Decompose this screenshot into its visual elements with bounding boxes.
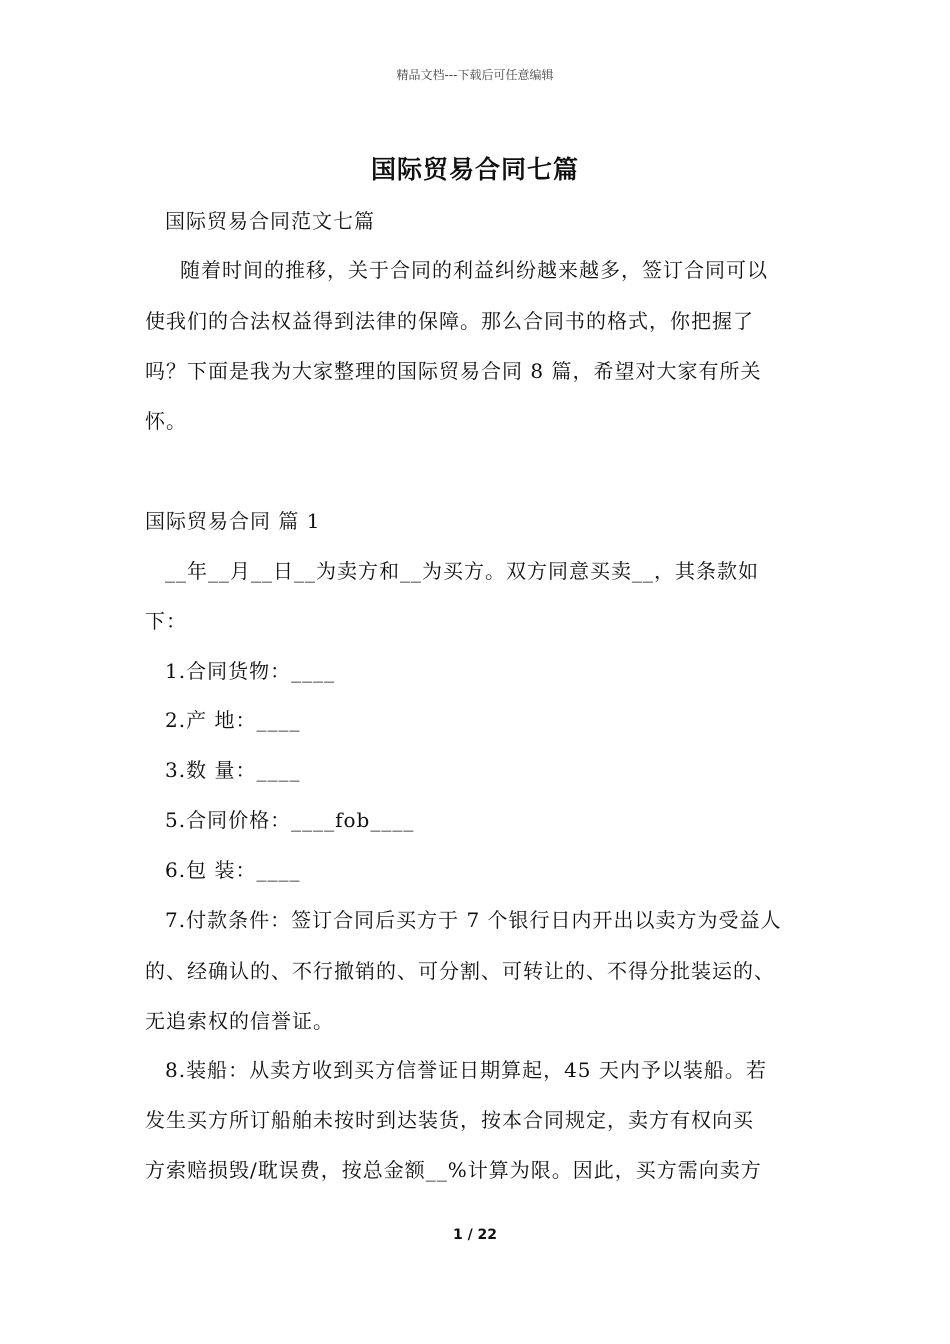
clause-line: 6.包 装：____ bbox=[165, 858, 301, 882]
document-header-watermark: 精品文档---下载后可任意编辑 bbox=[396, 68, 554, 82]
clause-line: 8.装船：从卖方收到买方信誉证日期算起，45 天内予以装船。若 bbox=[165, 1058, 767, 1082]
clause-line: 5.合同价格：____fob____ bbox=[165, 808, 415, 832]
clause-line: 无追索权的信誉证。 bbox=[145, 1009, 334, 1033]
clause-line: 2.产 地：____ bbox=[165, 708, 301, 732]
clause-line: 方索赔损毁/耽误费，按总金额__%计算为限。因此，买方需向卖方 bbox=[145, 1158, 762, 1182]
paragraph-line: 使我们的合法权益得到法律的保障。那么合同书的格式，你把握了 bbox=[145, 309, 754, 333]
clause-line: 3.数 量：____ bbox=[165, 758, 301, 782]
paragraph-line: 下： bbox=[145, 609, 187, 633]
section-heading: 国际贸易合同 篇 1 bbox=[145, 509, 321, 533]
paragraph-line: __年__月__日__为卖方和__为买方。双方同意买卖__，其条款如 bbox=[165, 559, 759, 583]
paragraph-line: 吗？下面是我为大家整理的国际贸易合同 8 篇，希望对大家有所关 bbox=[145, 359, 762, 383]
paragraph-line: 随着时间的推移，关于合同的利益纠纷越来越多，签订合同可以 bbox=[180, 258, 768, 282]
paragraph-line: 怀。 bbox=[145, 409, 187, 433]
clause-line: 的、经确认的、不行撤销的、可分割、可转让的、不得分批装运的、 bbox=[145, 959, 775, 983]
clause-line: 1.合同货物：____ bbox=[165, 659, 336, 683]
subtitle-line: 国际贸易合同范文七篇 bbox=[165, 209, 375, 233]
page-indicator: 1 / 22 bbox=[452, 1227, 498, 1243]
clause-line: 发生买方所订船舶未按时到达装货，按本合同规定，卖方有权向买 bbox=[145, 1108, 754, 1132]
document-title: 国际贸易合同七篇 bbox=[370, 155, 579, 184]
clause-line: 7.付款条件：签订合同后买方于 7 个银行日内开出以卖方为受益人 bbox=[165, 908, 782, 932]
